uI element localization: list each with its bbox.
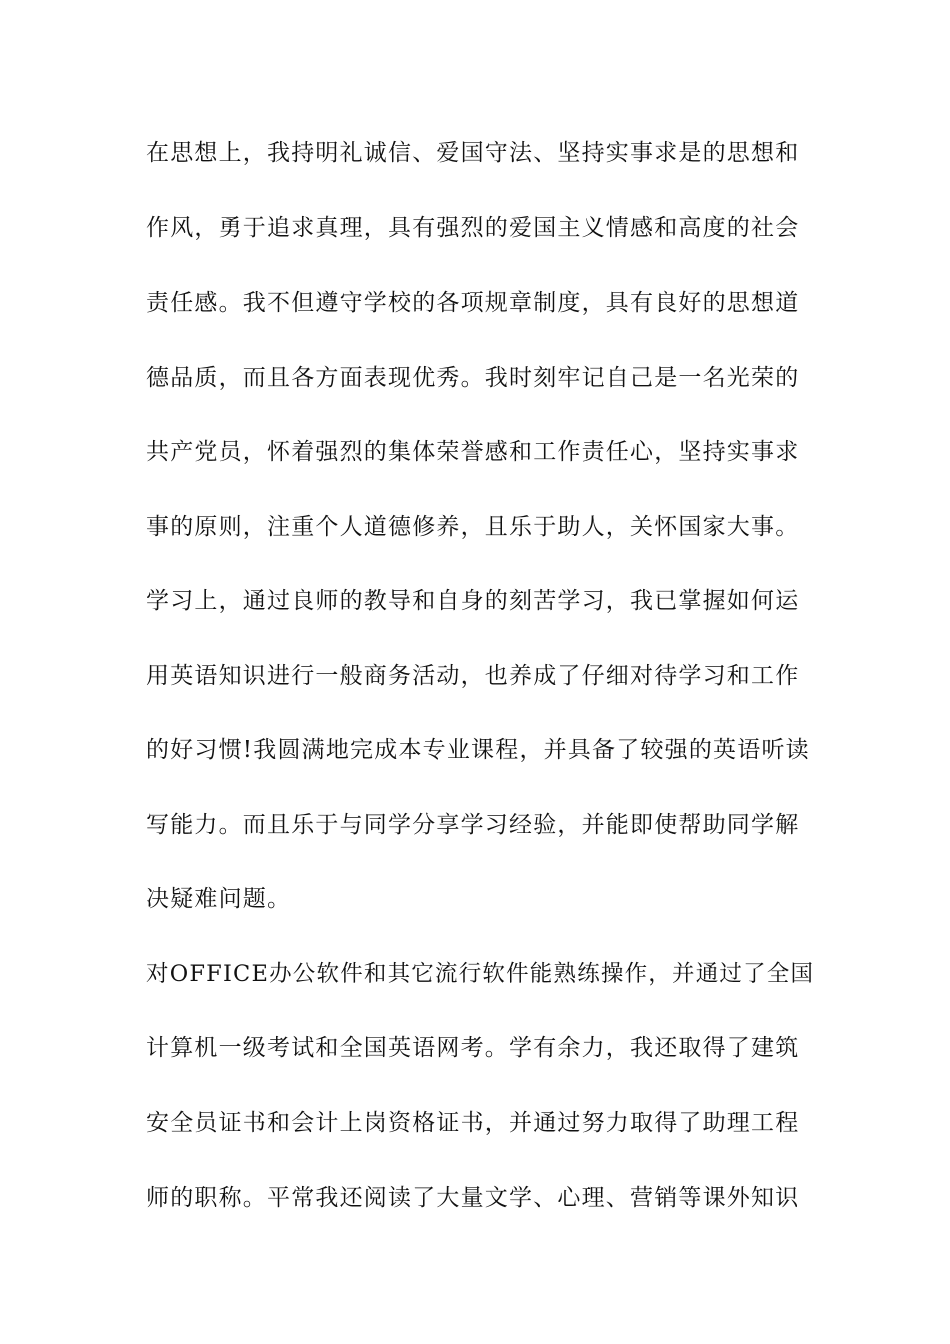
text-line: 责任感。我不但遵守学校的各项规章制度，具有良好的思想道 (146, 290, 800, 316)
text-line: 作风，勇于追求真理，具有强烈的爱国主义情感和高度的社会 (146, 215, 800, 241)
text-line: 写能力。而且乐于与同学分享学习经验，并能即使帮助同学解 (146, 812, 800, 838)
text-line: 学习上，通过良师的教导和自身的刻苦学习，我已掌握如何运 (146, 588, 800, 614)
text-line: 计算机一级考试和全国英语网考。学有余力，我还取得了建筑 (146, 1035, 800, 1061)
text-line: 用英语知识进行一般商务活动，也养成了仔细对待学习和工作 (146, 663, 800, 689)
text-line: 对OFFICE办公软件和其它流行软件能熟练操作，并通过了全国 (146, 961, 815, 987)
text-line: 师的职称。平常我还阅读了大量文学、心理、营销等课外知识 (146, 1185, 800, 1211)
text-line: 共产党员，怀着强烈的集体荣誉感和工作责任心，坚持实事求 (146, 439, 800, 465)
text-line: 决疑难问题。 (146, 886, 292, 912)
text-line: 的好习惯!我圆满地完成本专业课程，并具备了较强的英语听读 (146, 737, 810, 763)
text-line: 德品质，而且各方面表现优秀。我时刻牢记自己是一名光荣的 (146, 365, 800, 391)
text-line: 事的原则，注重个人道德修养，且乐于助人，关怀国家大事。 (146, 514, 800, 540)
text-line: 安全员证书和会计上岗资格证书，并通过努力取得了助理工程 (146, 1110, 800, 1136)
text-line: 在思想上，我持明礼诚信、爱国守法、坚持实事求是的思想和 (146, 140, 800, 166)
